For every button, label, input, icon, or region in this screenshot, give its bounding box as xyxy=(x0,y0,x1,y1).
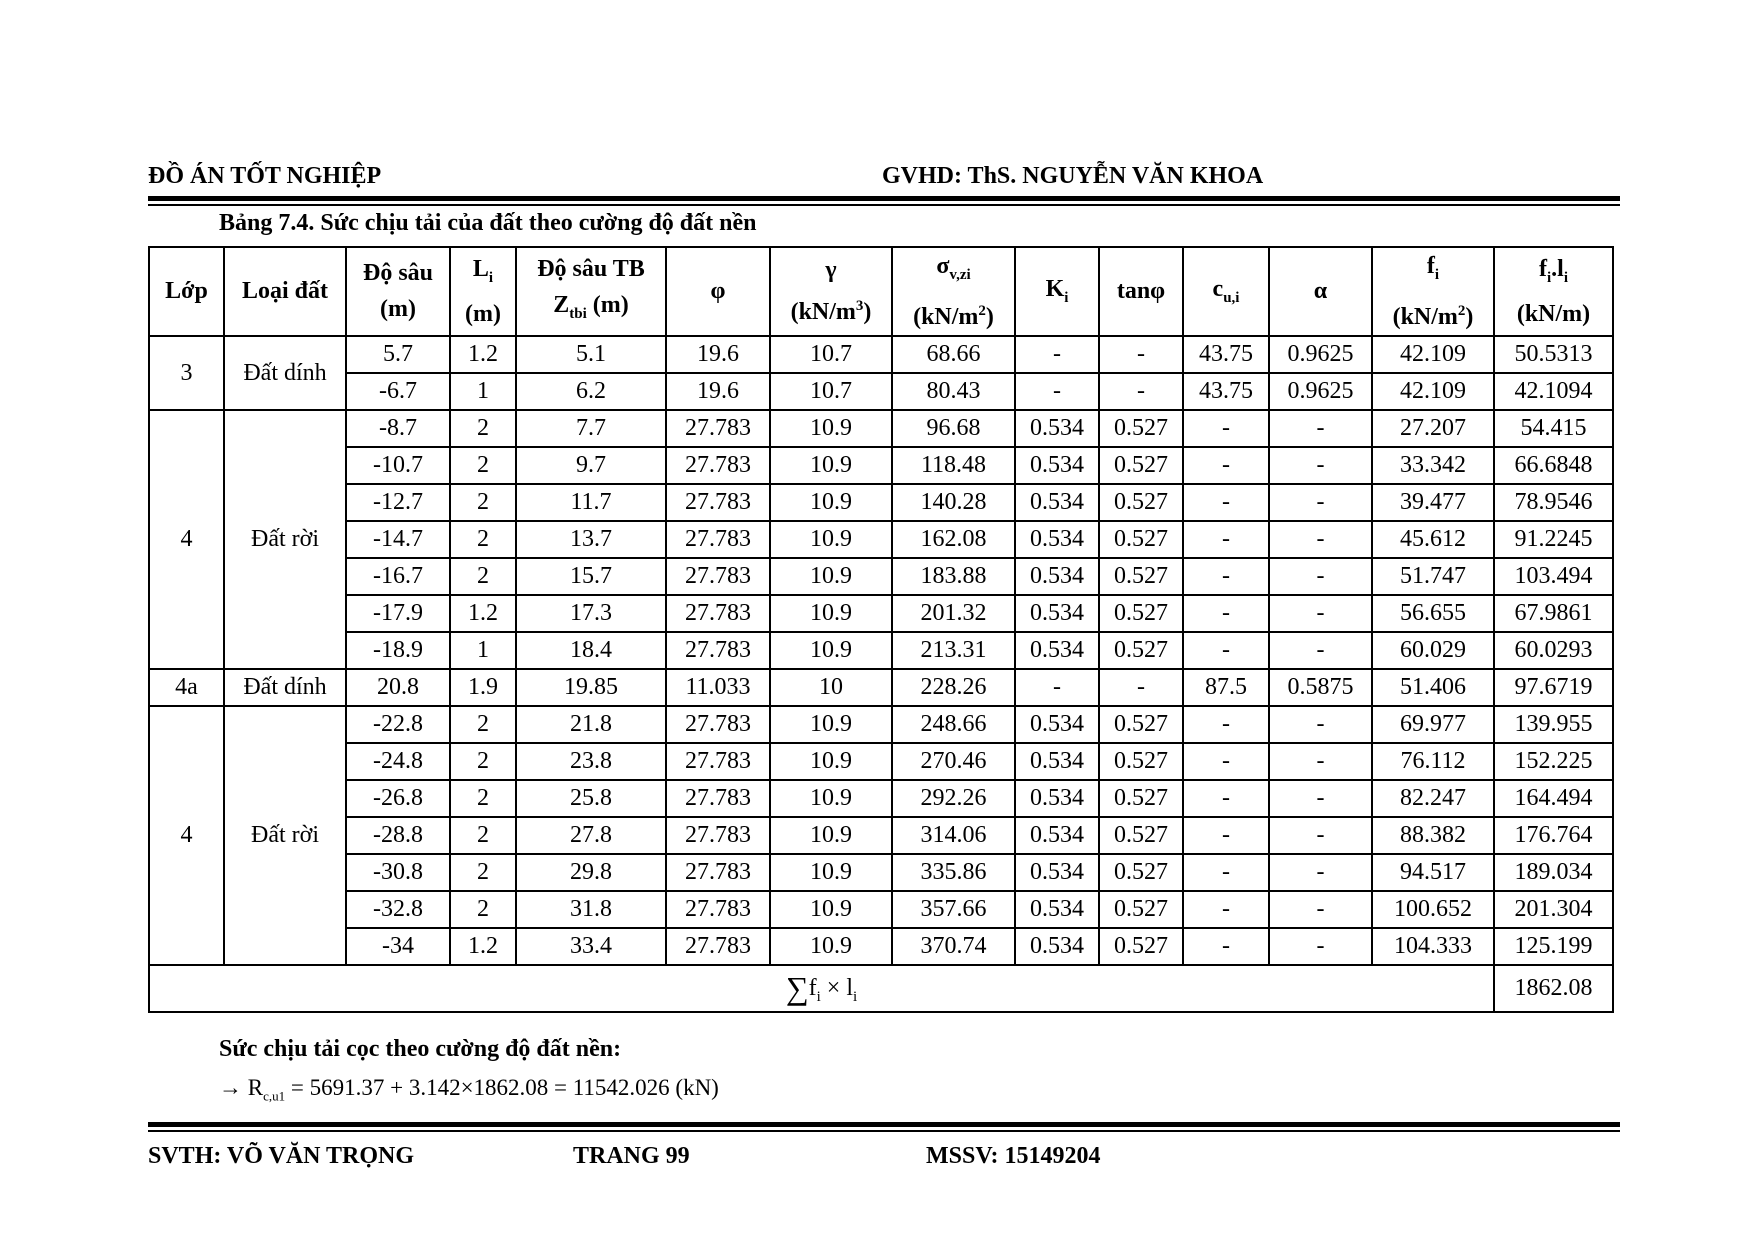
cell-phi: 27.783 xyxy=(666,484,770,521)
cell-phi: 27.783 xyxy=(666,743,770,780)
cell-sigma: 162.08 xyxy=(892,521,1015,558)
table-row xyxy=(149,854,1613,891)
table-row xyxy=(149,632,1613,669)
cell-sigma: 80.43 xyxy=(892,373,1015,410)
cell-tanphi: 0.527 xyxy=(1099,743,1183,780)
cell-li: 1 xyxy=(450,373,516,410)
header-advisor: GVHD: ThS. NGUYỄN VĂN KHOA xyxy=(882,163,1264,189)
cell-ki: 0.534 xyxy=(1015,928,1099,965)
cell-fi: 60.029 xyxy=(1372,632,1494,669)
cell-gamma: 10.9 xyxy=(770,928,892,965)
cell-sigma: 370.74 xyxy=(892,928,1015,965)
cell-sigma: 357.66 xyxy=(892,891,1015,928)
cell-fili: 60.0293 xyxy=(1494,632,1613,669)
cell-ztb: 11.7 xyxy=(516,484,666,521)
cell-depth: -22.8 xyxy=(346,706,450,743)
cell-sigma: 140.28 xyxy=(892,484,1015,521)
cell-ztb: 19.85 xyxy=(516,669,666,706)
cell-li: 2 xyxy=(450,780,516,817)
cell-alpha: - xyxy=(1269,447,1372,484)
cell-li: 1.9 xyxy=(450,669,516,706)
cell-sigma: 118.48 xyxy=(892,447,1015,484)
cell-ztb: 7.7 xyxy=(516,410,666,447)
col-header-gamma: γ $(kN/m^3)$ xyxy=(770,247,892,336)
cell-tanphi: 0.527 xyxy=(1099,595,1183,632)
cell-cu: - xyxy=(1183,743,1269,780)
cell-gamma: 10.9 xyxy=(770,595,892,632)
cell-fi: 82.247 xyxy=(1372,780,1494,817)
cell-fi: 88.382 xyxy=(1372,817,1494,854)
cell-loai-dat: Đất dính xyxy=(224,669,346,706)
cell-fili: 66.6848 xyxy=(1494,447,1613,484)
col-header-do-sau: Độ sâu (m) xyxy=(346,247,450,336)
cell-depth: -26.8 xyxy=(346,780,450,817)
cell-li: 2 xyxy=(450,558,516,595)
cell-gamma: 10.9 xyxy=(770,410,892,447)
col-header-loai-dat: Loại đất xyxy=(224,247,346,336)
cell-alpha: 0.9625 xyxy=(1269,336,1372,373)
cell-fili: 54.415 xyxy=(1494,410,1613,447)
cell-sigma: 183.88 xyxy=(892,558,1015,595)
cell-depth: -14.7 xyxy=(346,521,450,558)
cell-tanphi: 0.527 xyxy=(1099,484,1183,521)
cell-ki: 0.534 xyxy=(1015,558,1099,595)
cell-cu: - xyxy=(1183,521,1269,558)
cell-li: 2 xyxy=(450,521,516,558)
cell-lop: 4 xyxy=(149,410,224,669)
cell-alpha: 0.5875 xyxy=(1269,669,1372,706)
cell-phi: 27.783 xyxy=(666,928,770,965)
cell-ztb: 21.8 xyxy=(516,706,666,743)
cell-sigma: 201.32 xyxy=(892,595,1015,632)
table-row xyxy=(149,817,1613,854)
cell-sigma: 68.66 xyxy=(892,336,1015,373)
table-row xyxy=(149,447,1613,484)
cell-ztb: 13.7 xyxy=(516,521,666,558)
cell-tanphi: 0.527 xyxy=(1099,521,1183,558)
cell-depth: -30.8 xyxy=(346,854,450,891)
cell-alpha: - xyxy=(1269,706,1372,743)
cell-ki: 0.534 xyxy=(1015,743,1099,780)
cell-phi: 11.033 xyxy=(666,669,770,706)
cell-cu: - xyxy=(1183,817,1269,854)
cell-depth: -28.8 xyxy=(346,817,450,854)
cell-fili: 42.1094 xyxy=(1494,373,1613,410)
cell-gamma: 10.9 xyxy=(770,484,892,521)
table-row xyxy=(149,595,1613,632)
cell-depth: -6.7 xyxy=(346,373,450,410)
col-header-do-sau-tb: Độ sâu TB $Z_{tbi}$ (m) xyxy=(516,247,666,336)
cell-alpha: - xyxy=(1269,928,1372,965)
cell-cu: - xyxy=(1183,632,1269,669)
cell-fi: 51.747 xyxy=(1372,558,1494,595)
cell-ki: 0.534 xyxy=(1015,447,1099,484)
cell-ztb: 5.1 xyxy=(516,336,666,373)
cell-phi: 27.783 xyxy=(666,854,770,891)
cell-ztb: 6.2 xyxy=(516,373,666,410)
table-row xyxy=(149,484,1613,521)
cell-fi: 104.333 xyxy=(1372,928,1494,965)
cell-fi: 42.109 xyxy=(1372,336,1494,373)
cell-li: 2 xyxy=(450,706,516,743)
table-row xyxy=(149,521,1613,558)
cell-sigma: 270.46 xyxy=(892,743,1015,780)
col-header-lop: Lớp xyxy=(149,247,224,336)
cell-li: 2 xyxy=(450,447,516,484)
cell-ztb: 27.8 xyxy=(516,817,666,854)
cell-phi: 27.783 xyxy=(666,410,770,447)
table-row xyxy=(149,743,1613,780)
cell-fi: 69.977 xyxy=(1372,706,1494,743)
cell-fi: 39.477 xyxy=(1372,484,1494,521)
cell-phi: 27.783 xyxy=(666,891,770,928)
cell-gamma: 10.9 xyxy=(770,632,892,669)
cell-cu: - xyxy=(1183,854,1269,891)
cell-gamma: 10.9 xyxy=(770,706,892,743)
cell-cu: - xyxy=(1183,558,1269,595)
table-caption: Bảng 7.4. Sức chịu tải của đất theo cường độ đất nền xyxy=(219,210,757,236)
cell-ztb: 17.3 xyxy=(516,595,666,632)
col-header-sigma: $\sigma_{v,zi}$ $(kN/m^2)$ xyxy=(892,247,1015,336)
cell-sigma: 335.86 xyxy=(892,854,1015,891)
cell-phi: 27.783 xyxy=(666,817,770,854)
cell-ki: 0.534 xyxy=(1015,780,1099,817)
cell-fi: 94.517 xyxy=(1372,854,1494,891)
sum-row xyxy=(149,965,1613,1012)
cell-lop: 4 xyxy=(149,706,224,965)
cell-fili: 50.5313 xyxy=(1494,336,1613,373)
cell-alpha: - xyxy=(1269,410,1372,447)
cell-alpha: - xyxy=(1269,743,1372,780)
cell-loai-dat: Đất dính xyxy=(224,336,346,410)
cell-ztb: 25.8 xyxy=(516,780,666,817)
footer-student-id: MSSV: 15149204 xyxy=(926,1143,1101,1169)
cell-phi: 27.783 xyxy=(666,780,770,817)
col-header-li: $L_i$ (m) xyxy=(450,247,516,336)
cell-alpha: - xyxy=(1269,632,1372,669)
table-container xyxy=(148,246,1614,1013)
cell-ki: 0.534 xyxy=(1015,632,1099,669)
cell-alpha: - xyxy=(1269,484,1372,521)
header-project-title: ĐỒ ÁN TỐT NGHIỆP xyxy=(148,163,382,189)
cell-depth: 20.8 xyxy=(346,669,450,706)
cell-cu: 43.75 xyxy=(1183,373,1269,410)
cell-alpha: 0.9625 xyxy=(1269,373,1372,410)
table-row xyxy=(149,891,1613,928)
capacity-formula: → $R_{c,u1} = 5691.37 + 3.142\times 1862.08 = 11542.026$ (kN) xyxy=(219,1075,719,1104)
cell-gamma: 10.9 xyxy=(770,891,892,928)
col-header-fi: $f_i$ $(kN/m^2)$ xyxy=(1372,247,1494,336)
cell-tanphi: 0.527 xyxy=(1099,558,1183,595)
cell-ki: 0.534 xyxy=(1015,817,1099,854)
cell-depth: -18.9 xyxy=(346,632,450,669)
cell-cu: 87.5 xyxy=(1183,669,1269,706)
cell-sigma: 248.66 xyxy=(892,706,1015,743)
cell-fili: 78.9546 xyxy=(1494,484,1613,521)
cell-gamma: 10.9 xyxy=(770,780,892,817)
cell-depth: -10.7 xyxy=(346,447,450,484)
cell-loai-dat: Đất rời xyxy=(224,706,346,965)
cell-alpha: - xyxy=(1269,521,1372,558)
table-row xyxy=(149,558,1613,595)
cell-ztb: 31.8 xyxy=(516,891,666,928)
table-row xyxy=(149,410,1613,447)
footer-student: SVTH: VÕ VĂN TRỌNG xyxy=(148,1143,415,1169)
cell-li: 2 xyxy=(450,817,516,854)
cell-gamma: 10.9 xyxy=(770,558,892,595)
header-rule-thick xyxy=(148,196,1620,201)
cell-ztb: 18.4 xyxy=(516,632,666,669)
cell-ztb: 15.7 xyxy=(516,558,666,595)
cell-cu: - xyxy=(1183,410,1269,447)
cell-tanphi: 0.527 xyxy=(1099,817,1183,854)
cell-sigma: 314.06 xyxy=(892,817,1015,854)
cell-fi: 51.406 xyxy=(1372,669,1494,706)
cell-ztb: 33.4 xyxy=(516,928,666,965)
cell-cu: - xyxy=(1183,891,1269,928)
bearing-capacity-table xyxy=(148,246,1614,1013)
cell-gamma: 10 xyxy=(770,669,892,706)
cell-alpha: - xyxy=(1269,854,1372,891)
cell-tanphi: 0.527 xyxy=(1099,447,1183,484)
cell-ki: 0.534 xyxy=(1015,521,1099,558)
cell-gamma: 10.9 xyxy=(770,854,892,891)
col-header-tanphi: tanφ xyxy=(1099,247,1183,336)
cell-li: 2 xyxy=(450,410,516,447)
cell-phi: 19.6 xyxy=(666,336,770,373)
cell-ki: 0.534 xyxy=(1015,410,1099,447)
cell-gamma: 10.7 xyxy=(770,373,892,410)
cell-alpha: - xyxy=(1269,817,1372,854)
cell-sigma: 96.68 xyxy=(892,410,1015,447)
cell-phi: 27.783 xyxy=(666,521,770,558)
cell-fi: 76.112 xyxy=(1372,743,1494,780)
table-body xyxy=(149,336,1613,965)
cell-alpha: - xyxy=(1269,780,1372,817)
cell-tanphi: 0.527 xyxy=(1099,706,1183,743)
cell-fi: 100.652 xyxy=(1372,891,1494,928)
cell-tanphi: 0.527 xyxy=(1099,632,1183,669)
cell-depth: -17.9 xyxy=(346,595,450,632)
cell-fi: 45.612 xyxy=(1372,521,1494,558)
cell-ki: 0.534 xyxy=(1015,854,1099,891)
cell-fi: 56.655 xyxy=(1372,595,1494,632)
cell-gamma: 10.9 xyxy=(770,521,892,558)
cell-li: 2 xyxy=(450,743,516,780)
cell-cu: - xyxy=(1183,928,1269,965)
cell-fili: 91.2245 xyxy=(1494,521,1613,558)
cell-sigma: 292.26 xyxy=(892,780,1015,817)
cell-ki: 0.534 xyxy=(1015,595,1099,632)
sum-label: $\sum f_i \times l_i$ xyxy=(149,965,1494,1012)
cell-phi: 27.783 xyxy=(666,447,770,484)
cell-ki: 0.534 xyxy=(1015,891,1099,928)
cell-depth: -8.7 xyxy=(346,410,450,447)
col-header-phi: φ xyxy=(666,247,770,336)
cell-fili: 189.034 xyxy=(1494,854,1613,891)
cell-fili: 67.9861 xyxy=(1494,595,1613,632)
cell-depth: -34 xyxy=(346,928,450,965)
cell-fili: 176.764 xyxy=(1494,817,1613,854)
cell-depth: -32.8 xyxy=(346,891,450,928)
cell-sigma: 228.26 xyxy=(892,669,1015,706)
cell-gamma: 10.9 xyxy=(770,817,892,854)
table-row xyxy=(149,669,1613,706)
footer-page: TRANG 99 xyxy=(573,1143,690,1169)
cell-tanphi: - xyxy=(1099,336,1183,373)
col-header-cu: $c_{u,i}$ xyxy=(1183,247,1269,336)
cell-tanphi: 0.527 xyxy=(1099,854,1183,891)
cell-lop: 4a xyxy=(149,669,224,706)
footer-rule-thick xyxy=(148,1122,1620,1127)
conclusion-heading: Sức chịu tải cọc theo cường độ đất nền: xyxy=(219,1036,622,1062)
cell-alpha: - xyxy=(1269,558,1372,595)
cell-tanphi: - xyxy=(1099,373,1183,410)
cell-alpha: - xyxy=(1269,595,1372,632)
cell-gamma: 10.9 xyxy=(770,447,892,484)
cell-fili: 139.955 xyxy=(1494,706,1613,743)
cell-ki: - xyxy=(1015,336,1099,373)
cell-depth: -16.7 xyxy=(346,558,450,595)
table-header-row xyxy=(149,247,1613,336)
cell-fili: 103.494 xyxy=(1494,558,1613,595)
cell-ki: - xyxy=(1015,669,1099,706)
cell-fili: 97.6719 xyxy=(1494,669,1613,706)
cell-alpha: - xyxy=(1269,891,1372,928)
cell-li: 2 xyxy=(450,854,516,891)
cell-cu: - xyxy=(1183,447,1269,484)
cell-phi: 27.783 xyxy=(666,632,770,669)
col-header-ki: $K_i$ xyxy=(1015,247,1099,336)
cell-ztb: 29.8 xyxy=(516,854,666,891)
cell-li: 1.2 xyxy=(450,336,516,373)
cell-ki: 0.534 xyxy=(1015,706,1099,743)
cell-loai-dat: Đất rời xyxy=(224,410,346,669)
cell-ztb: 23.8 xyxy=(516,743,666,780)
sum-value: 1862.08 xyxy=(1494,965,1613,1012)
cell-cu: - xyxy=(1183,595,1269,632)
cell-fili: 125.199 xyxy=(1494,928,1613,965)
cell-depth: 5.7 xyxy=(346,336,450,373)
cell-tanphi: 0.527 xyxy=(1099,928,1183,965)
cell-li: 1.2 xyxy=(450,928,516,965)
cell-tanphi: 0.527 xyxy=(1099,891,1183,928)
cell-fi: 33.342 xyxy=(1372,447,1494,484)
cell-tanphi: 0.527 xyxy=(1099,410,1183,447)
cell-ki: - xyxy=(1015,373,1099,410)
cell-cu: - xyxy=(1183,706,1269,743)
table-row xyxy=(149,928,1613,965)
cell-phi: 27.783 xyxy=(666,595,770,632)
cell-cu: 43.75 xyxy=(1183,336,1269,373)
cell-gamma: 10.7 xyxy=(770,336,892,373)
cell-cu: - xyxy=(1183,780,1269,817)
cell-gamma: 10.9 xyxy=(770,743,892,780)
table-row xyxy=(149,373,1613,410)
cell-lop: 3 xyxy=(149,336,224,410)
col-header-alpha: α xyxy=(1269,247,1372,336)
cell-fili: 152.225 xyxy=(1494,743,1613,780)
table-row xyxy=(149,706,1613,743)
cell-li: 2 xyxy=(450,484,516,521)
cell-li: 2 xyxy=(450,891,516,928)
cell-depth: -12.7 xyxy=(346,484,450,521)
table-row xyxy=(149,336,1613,373)
cell-li: 1.2 xyxy=(450,595,516,632)
col-header-fili: $f_i.l_i$ (kN/m) xyxy=(1494,247,1613,336)
cell-cu: - xyxy=(1183,484,1269,521)
cell-phi: 27.783 xyxy=(666,558,770,595)
table-row xyxy=(149,780,1613,817)
cell-ztb: 9.7 xyxy=(516,447,666,484)
cell-fi: 42.109 xyxy=(1372,373,1494,410)
cell-phi: 19.6 xyxy=(666,373,770,410)
cell-li: 1 xyxy=(450,632,516,669)
cell-tanphi: - xyxy=(1099,669,1183,706)
cell-sigma: 213.31 xyxy=(892,632,1015,669)
cell-fili: 201.304 xyxy=(1494,891,1613,928)
cell-tanphi: 0.527 xyxy=(1099,780,1183,817)
cell-fi: 27.207 xyxy=(1372,410,1494,447)
header-rule-thin xyxy=(148,204,1620,206)
cell-fili: 164.494 xyxy=(1494,780,1613,817)
cell-phi: 27.783 xyxy=(666,706,770,743)
footer-rule-thin xyxy=(148,1130,1620,1132)
cell-ki: 0.534 xyxy=(1015,484,1099,521)
cell-depth: -24.8 xyxy=(346,743,450,780)
